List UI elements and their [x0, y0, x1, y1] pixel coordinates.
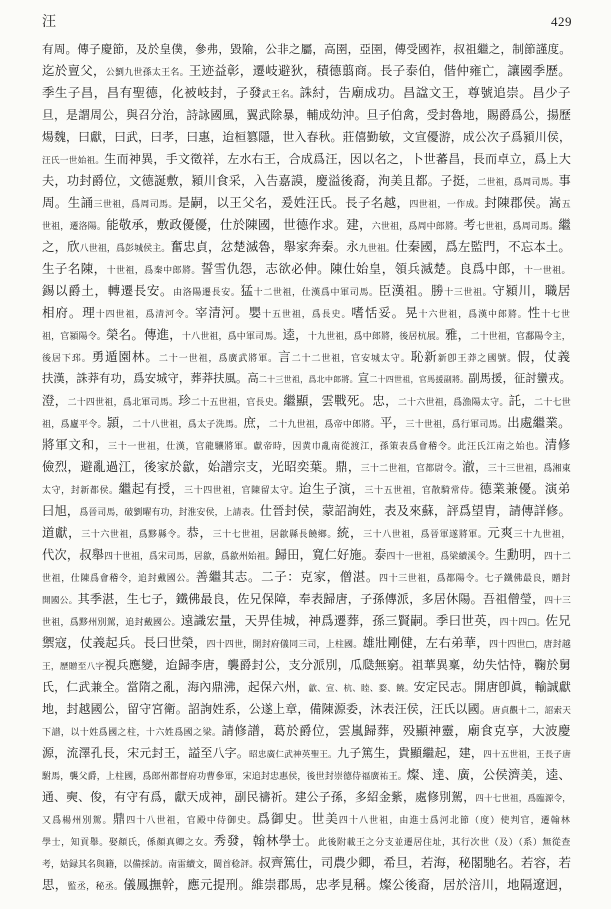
annotation-text: 三十三世祖，爲湘東 [487, 464, 571, 474]
annotation-text: 祖，爲廬平令。 [42, 420, 107, 430]
annotation-text: 二十三世祖，爲北中郎將。 [258, 374, 358, 384]
annotation-text: 十三世祖。 [444, 288, 493, 298]
main-text: 繼 [558, 217, 571, 232]
main-text: 通、奭、俊，有守有爲，獻天成神，副民禱祈。建公子孫，多紹金紫，處修別駕， [42, 790, 476, 804]
main-text: 源，流澤孔長，宋元封王，謚至八字。 [42, 746, 250, 760]
main-text: 有周。傳子慶節，及於皇僕，參弗，毀隃，公非之屬，高圉，亞圉，傳受國祚，叔祖繼之，制節謹度。 [42, 42, 571, 56]
annotation-text: 下譜，以十姓爲國之柱，十六姓爲國之梁。 [42, 728, 222, 738]
annotation-text: 監丞，秘丞。 [67, 882, 124, 892]
main-text: 頴， [106, 415, 133, 430]
annotation-text: 太守，封新都侯。 [42, 486, 119, 496]
main-text: 迄於亶父， [42, 63, 106, 78]
main-text: 繼起有授， [118, 481, 185, 496]
text-line-content [42, 126, 571, 148]
text-line [42, 148, 572, 170]
text-line [42, 346, 572, 368]
annotation-text: 唐貞觀十二，詔索天 [491, 706, 571, 716]
text-body [42, 38, 572, 896]
main-text: 之，欣 [42, 239, 80, 254]
text-line-content [42, 610, 571, 632]
annotation-text: 公劉九世孫太王名。 [105, 68, 189, 78]
annotation-text: 二世祖，爲周司馬。 [477, 178, 559, 188]
main-text: 夫，功封爵位，文德誕敷，潁川食采，入告嘉謨，慶溢後裔，洵美且都。子挺， [42, 174, 478, 188]
main-text: 雄壯剛健，左右弟華， [362, 635, 489, 650]
main-text: 儉烈，避亂過江，後家於歙，始譜宗支，光昭奕葉。鼎， [42, 459, 361, 474]
main-text: 遠識宏量，天畀佳城，神爲遷葬，孫三賢嗣。季曰世英， [180, 613, 500, 628]
annotation-text: 十六世祖，爲漢中郎將。 [418, 310, 528, 320]
text-line [42, 808, 572, 830]
annotation-text: 四十七世祖，爲臨源令， [475, 794, 572, 804]
main-text: 生勳明， [494, 548, 545, 562]
main-text: 德業兼優。演弟 [479, 481, 571, 496]
annotation-text: 六世祖，爲周中郎將。 [371, 222, 464, 232]
text-line-content [42, 236, 571, 258]
annotation-text: 十世祖，爲秦中郎將。 [106, 266, 201, 276]
main-text: 繼顯，雲戰死。忠， [283, 393, 398, 408]
main-text: 臣漢祖。勝 [378, 283, 445, 298]
annotation-text: 王，歷贈至八字 [42, 662, 105, 672]
annotation-text: 二十四世祖，爲北軍司馬。 [67, 398, 179, 408]
annotation-text: 昭忠廣仁武神英聖王。 [249, 750, 337, 760]
text-line-content [42, 808, 571, 830]
annotation-text: 又爲楊州別駕。 [42, 816, 113, 826]
annotation-text: 二十二世祖，官安城太守。 [291, 354, 411, 364]
main-text: 猛 [240, 283, 254, 298]
annotation-text: 四十四世，開封府儀同三司，上柱國。 [206, 640, 363, 650]
text-line [42, 60, 572, 82]
text-line-content [42, 874, 571, 896]
main-text: 燦、達、廣，公侯濟美，逵、 [406, 767, 571, 782]
annotation-text: 二十五世祖，官長史。 [190, 398, 284, 408]
main-text: 請修譜，葛於爵位，雲嵐歸葬，殁顯神靈，廟食克享，大波慶 [221, 723, 571, 738]
text-line [42, 588, 572, 610]
main-text: 氏，仁武兼全。當隋之亂，海內鼎沸，起保六州， [42, 680, 309, 694]
main-text: 善繼其志。二子：克家，僧湛。 [195, 569, 379, 584]
main-text: 清修 [544, 437, 571, 452]
text-line-content [42, 852, 571, 874]
text-line [42, 852, 572, 874]
text-line-content [42, 764, 571, 786]
annotation-text: 四十八世祖，由進士爲河北節（度）使判官，遷翰林 [338, 816, 571, 826]
text-line [42, 258, 572, 280]
text-line-content [42, 654, 571, 676]
main-text: 生而神異，手文徵祥，左水右王，合成爲汪，因以名之，卜世蕃昌，長而卓立，爲上大 [104, 152, 571, 166]
text-line [42, 764, 572, 786]
text-line-content [42, 544, 571, 566]
annotation-text: 世祖，遷洛陽。 [42, 222, 107, 232]
annotation-text: 二十四世祖，官馬援副將。 [369, 374, 469, 384]
annotation-text: 十四世祖，爲清河令。 [95, 310, 195, 320]
main-text: 佐兄 [545, 613, 571, 628]
annotation-text: 四世祖，一作成。 [409, 200, 485, 210]
main-text: 禦寇，仗義起兵。長曰世榮， [42, 635, 207, 650]
main-text: 道獻， [42, 525, 82, 540]
annotation-text: 開國公。 [42, 596, 78, 606]
annotation-text: 三十九世祖， [513, 530, 571, 540]
annotation-text: 九世祖。 [358, 244, 396, 254]
annotation-text: 八世祖，爲彭城侯主。 [79, 244, 171, 254]
annotation-text: 五 [561, 200, 571, 210]
main-text: 生子名陳， [42, 261, 107, 276]
annotation-text: 十二世祖，仕漢爲中軍司馬。 [253, 288, 379, 298]
text-line [42, 434, 572, 456]
main-text: 託， [508, 393, 535, 408]
main-text: 恭， [186, 525, 213, 540]
text-line [42, 456, 572, 478]
main-text: 奮忠貞，忿楚滅魯，舉家奔秦。永 [170, 239, 359, 254]
text-line [42, 676, 572, 698]
annotation-text: 三十世祖，爲行軍司馬。 [405, 420, 508, 430]
annotation-text: 學士，知貢舉。娶顏氏，係顏真卿之女。 [42, 838, 214, 848]
text-line-content [42, 786, 571, 808]
annotation-text: 二十一世祖，爲廣武將軍。 [158, 354, 279, 364]
text-line [42, 786, 572, 808]
main-text: 歸田，寬仁好施。泰 [274, 548, 387, 562]
text-line-content [42, 830, 571, 852]
annotation-text: 新卽王莽之國號。 [437, 354, 518, 364]
annotation-text: 二十六世祖，爲漁陽太守。 [397, 398, 509, 408]
annotation-text: 爲晉司馬，破劉曜有功，封淮安侯，上請表。 [79, 508, 260, 518]
text-line [42, 280, 572, 302]
main-text: 其季湛，生七子，鐵佛最良，佐兄保障，奉表歸唐，子孫傳派，多居休陽。吾祖僧瑩， [77, 592, 545, 606]
text-line-content [42, 346, 571, 368]
text-line-content [42, 192, 571, 214]
main-text: 性 [527, 305, 542, 320]
annotation-text: 歙、宣、杭、睦、婺、饒。 [308, 684, 414, 694]
main-text: 周。生誦 [42, 195, 94, 210]
main-text: 代次，叔舉 [42, 548, 105, 562]
main-text: 旦，是謂周公，與召分治，詩詠國風，翼武除暴，輔成幼沖。旦子伯禽，受封魯地，賜爵爲公，揚歷 [42, 108, 571, 122]
main-text: 嗜恬妥。晃 [351, 305, 419, 320]
main-text: 假，仗義 [517, 349, 571, 364]
main-text: 守潁川，職居 [492, 283, 571, 298]
annotation-text: 十八世祖，爲中軍司馬。 [181, 332, 283, 342]
text-line-content [42, 302, 571, 324]
main-text: 榮名。傳進， [106, 327, 182, 342]
text-line [42, 632, 572, 654]
main-text: 雅， [445, 327, 471, 342]
text-line [42, 698, 572, 720]
text-line [42, 236, 572, 258]
text-line-content [42, 588, 571, 610]
annotation-text: 十五世祖，爲長史。 [262, 310, 352, 320]
annotation-text: 三十五世祖，官散騎常侍。 [364, 486, 480, 496]
main-text: 統， [336, 525, 364, 540]
text-line [42, 720, 572, 742]
annotation-text: 四十五世祖，王長子唐 [483, 750, 571, 760]
main-text: 迨生子演， [299, 481, 365, 496]
text-line [42, 170, 572, 192]
annotation-text: 十七世 [541, 310, 571, 320]
running-head-surname: 汪 [42, 14, 56, 30]
text-line-content [42, 368, 571, 390]
main-text: 出處繼業。 [507, 415, 571, 430]
text-line [42, 544, 572, 566]
text-line-content [42, 698, 571, 720]
text-line [42, 500, 572, 522]
annotation-text: 三世祖，爲周司馬。 [93, 200, 178, 210]
text-line-content [42, 148, 571, 170]
text-line-content [42, 434, 571, 456]
annotation-text: 四十三世祖，爲都陽令。七子鐵佛最良，贈封 [378, 574, 571, 584]
annotation-text: 由洛陽遷長安。 [173, 288, 241, 298]
main-text: 王迹益彰，遷岐避狄，積德翦商。長子泰伯，偕仲雍亡，讓國季歷。 [188, 63, 571, 78]
text-line-content [42, 214, 571, 236]
main-text: 澄， [42, 393, 68, 408]
text-line-content [42, 324, 571, 346]
text-line [42, 830, 572, 852]
main-text: 視兵應變，迨歸李唐，襲爵封公，支分派別，瓜瓞無窮。祖華異稟，幼失怙恃，鞠於舅 [104, 658, 571, 672]
text-line [42, 522, 572, 544]
text-line-content [42, 500, 571, 522]
annotation-text: 汪氏一世始祖。 [42, 156, 105, 166]
text-line [42, 126, 572, 148]
annotation-text: 三十一世祖，仕漢，官龍驤將軍。獻帝時，因黄巾亂南從渡江，孫策表爲會稽令。此汪氏江南之始也。 [108, 442, 545, 452]
main-text: 思， [42, 877, 68, 892]
main-text: 錫以爵土，轉遷長安。 [42, 283, 174, 298]
main-text: 叔齊篤仕，司農少卿，希旦，若海，秘閣馳名。若容，若 [258, 855, 571, 870]
main-text: 庶， [243, 415, 269, 430]
main-text: 勇遁園林。 [91, 349, 159, 364]
main-text: 恥新 [410, 349, 438, 364]
text-line-content [42, 60, 571, 82]
annotation-text: 二十八世祖，爲太子洗馬。 [132, 420, 244, 430]
annotation-text: 四十三 [544, 596, 572, 606]
text-line [42, 214, 572, 236]
main-text: 言 [278, 349, 292, 364]
text-line [42, 478, 572, 500]
main-text: 誅紂，告廟成功。昌諡文王，尊號追崇。昌少子 [299, 85, 571, 100]
annotation-text: 考，姑録其名與籍，以備採訪。南雷續文，閩首稔評。 [42, 860, 259, 870]
main-text: 曰旭， [42, 504, 80, 518]
text-line-content [42, 522, 571, 544]
annotation-text: 二十七世 [534, 398, 571, 408]
text-line [42, 38, 572, 60]
annotation-text: 武王名。 [261, 90, 300, 100]
text-line-content [42, 632, 571, 654]
text-line-content [42, 82, 571, 104]
main-text: 珍 [178, 393, 191, 408]
page-number: 429 [551, 14, 572, 29]
main-text: 封陳郡侯。嵩 [484, 195, 562, 210]
main-text: 仕秦國，爲左監門，不忘本土。 [395, 239, 571, 254]
annotation-text: 十一世祖。 [523, 266, 571, 276]
text-line-content [42, 566, 571, 588]
main-text: 逵， [282, 327, 308, 342]
annotation-text: 後居下邳。 [42, 354, 92, 364]
annotation-text: 七世祖，爲周司馬。 [475, 222, 559, 232]
annotation-text: 四十二 [544, 552, 571, 562]
main-text: 秀發，翰林學士。 [213, 833, 318, 848]
main-text: 元爽 [487, 525, 514, 540]
text-line [42, 566, 572, 588]
main-text: 九子篤生，貴顯繼起，建， [336, 746, 484, 760]
main-text: 是嗣，以王父名，爰姓汪氏。長子名越， [177, 195, 410, 210]
main-text: 宣 [357, 372, 370, 385]
annotation-text: 十九世祖，爲中郎將，後居杭展。 [307, 332, 446, 342]
annotation-text: 四十四□。 [499, 618, 546, 628]
main-text: 將軍文和， [42, 437, 109, 452]
annotation-text: 四十一世祖，爲梁續溪令。 [386, 552, 495, 562]
text-line-content [42, 258, 571, 280]
annotation-text: 駙馬，襲父爵，上柱國，爲郎州都督府功曹參軍，宋追封忠惠侯，後世封崇德侍福廣祐王。 [42, 772, 407, 782]
main-text: 誓雪仇怨，志欲必伸。陳仕始皇，領兵滅楚。良爲中郎， [200, 261, 524, 276]
annotation-text: 此後附載王之分支並遷居住址，其行次世（及）（系）無從查 [317, 838, 571, 848]
annotation-text: 二十世祖，官鄱陽令主， [470, 332, 571, 342]
annotation-text: 三十六世祖，爲黟縣令。 [81, 530, 187, 540]
text-line-content [42, 38, 571, 60]
text-line [42, 324, 572, 346]
main-text: 宰清河。嬰 [194, 305, 263, 320]
annotation-text: 四十八世祖，官殿中侍御史。 [126, 816, 258, 826]
main-text: 季生子昌，昌有聖德，化被岐封，子發 [42, 85, 262, 100]
text-line-content [42, 742, 571, 764]
main-text: 扶漢，誅莽有功，爲安城守，葬莽扶風。高 [42, 372, 259, 385]
annotation-text: 四十四世□，唐封越 [489, 640, 571, 650]
text-line [42, 192, 572, 214]
main-text: 爲御史。世美 [257, 811, 339, 826]
annotation-text: 二十九世祖，爲帝中郎將。 [268, 420, 380, 430]
annotation-text: 三十八世祖，爲晉軍遂將軍。 [363, 530, 488, 540]
annotation-text: 四十世祖，爲宋司馬，居歙，爲歙州始祖。 [104, 552, 275, 562]
annotation-text: 三十四世祖，官陳留太守。 [184, 486, 300, 496]
text-line-content [42, 456, 571, 478]
annotation-text: 世祖，爲黟州別駕，追封戴國公。 [42, 618, 181, 628]
text-line [42, 302, 572, 324]
main-text: 煬魏，曰獻，曰武，曰孝，曰惠，迨桓篡隱，世入春秋。莊僖勤敏，文宣優游，成公次子爲潁川侯， [42, 130, 571, 144]
annotation-text: 三十二世祖，官都尉令。 [360, 464, 463, 474]
text-line-content [42, 170, 571, 192]
text-line-content [42, 478, 571, 500]
main-text: 地，封越國公，留守宮衛。詔詢姓系，公遂上章，備陳源委，沐表汪侯，汪氏以國。 [42, 702, 492, 716]
text-line-content [42, 390, 571, 412]
text-line [42, 742, 572, 764]
text-line-content [42, 280, 571, 302]
main-text: 澈， [462, 459, 488, 474]
main-text: 仕晉封侯，蒙詔詢姓，表及來蘇，評爲望胄，請傳詳修。 [259, 504, 571, 518]
main-text: 事 [558, 174, 571, 188]
main-text: 考 [463, 217, 476, 232]
main-text: 能敬承，敷政優優，仕於陳國，世德作求。建， [106, 217, 372, 232]
text-line [42, 412, 572, 434]
text-line-content [42, 676, 571, 698]
main-text: 相府。理 [42, 305, 96, 320]
main-text: 儀鳳撫幹，應元提刑。維崇郡馬，忠孝見稱。燦公後裔，居於涪川，地隔遼迥， [123, 877, 571, 892]
page-header [42, 12, 572, 32]
text-line [42, 610, 572, 632]
text-line [42, 104, 572, 126]
text-line-content [42, 104, 571, 126]
text-line [42, 654, 572, 676]
text-line-content [42, 720, 571, 742]
main-text: 安定民志。開唐卽眞，輸誠獻 [413, 680, 572, 694]
annotation-text: 三十七世祖，居歙縣長饒鄉。 [212, 530, 337, 540]
annotation-text: 世祖，仕陳爲會稽令，追封戴國公。 [42, 574, 196, 584]
text-line [42, 390, 572, 412]
text-line [42, 368, 572, 390]
main-text: 鼎 [112, 811, 127, 826]
main-text: 平， [379, 415, 406, 430]
text-line-content [42, 412, 571, 434]
text-line [42, 874, 572, 896]
text-line [42, 82, 572, 104]
main-text: 副馬援，征討蠻戎。 [468, 372, 572, 385]
annotation-text: 祖，官潁陽令。 [42, 332, 107, 342]
